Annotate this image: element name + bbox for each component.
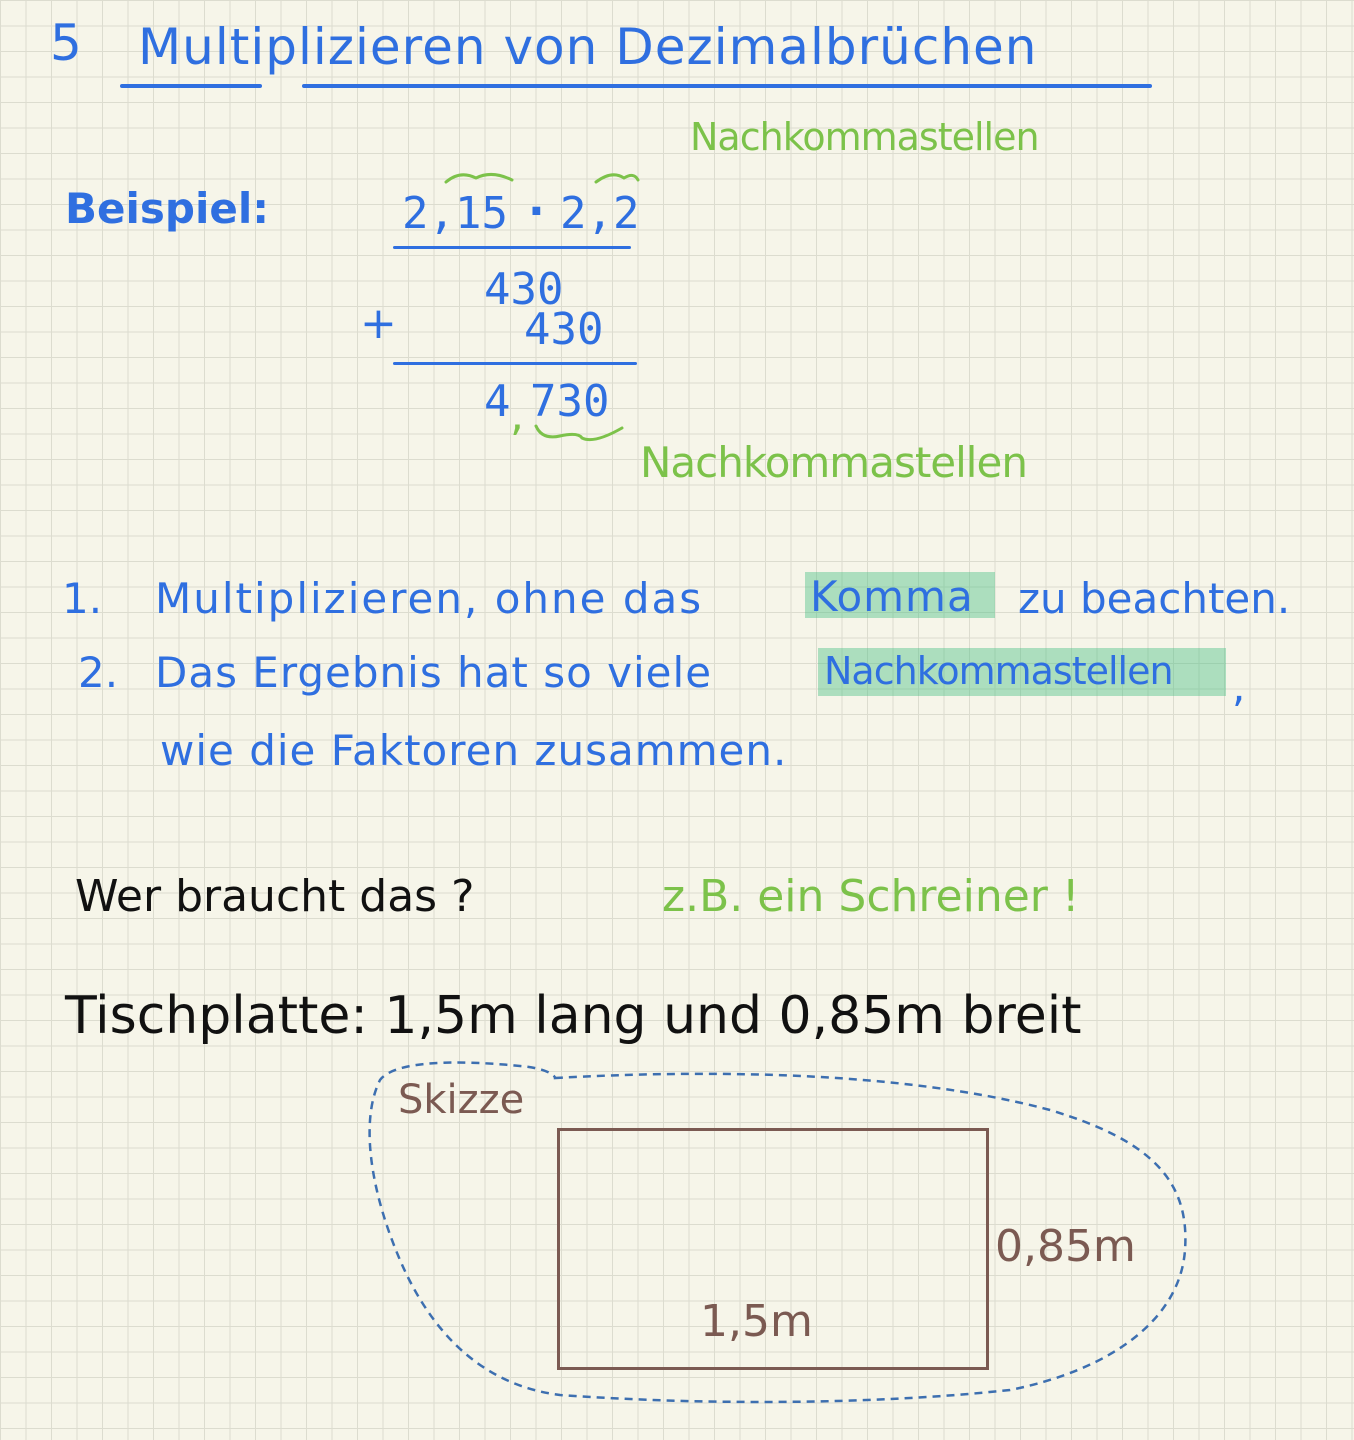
rule-1-text: Multiplizieren, ohne das [155,574,704,623]
question-answer: z.B. ein Schreiner ! [662,871,1080,922]
task-text: Tischplatte: 1,5m lang und 0,85m breit [65,986,1082,1046]
rule-2-text-cont: wie die Faktoren zusammen. [160,726,788,775]
sketch-label: Skizze [398,1077,525,1123]
result-comma: , [510,390,524,441]
tabletop-width-label: 0,85m [995,1221,1136,1272]
result-integer: 4 [484,376,511,427]
multiply-dot: · [528,186,545,237]
annotation-decimal-places-top: Nachkommastellen [690,115,1039,159]
page-title: Multiplizieren von Dezimalbrüchen [138,18,1038,76]
rule-2-comma: , [1232,662,1246,711]
title-number: 5 [50,14,82,72]
rule-1-text-end: zu beachten. [1018,574,1291,623]
rule-2-number: 2. [78,648,119,697]
rule-1-number: 1. [62,574,103,623]
rule-2-text: Das Ergebnis hat so viele [155,648,713,697]
rule-1-highlight-word: Komma [810,572,974,621]
question-text: Wer braucht das ? [75,871,475,922]
factor-1: 2,15 [402,188,508,239]
partial-product-1: 430 [484,264,564,315]
annotation-decimal-places-bottom: Nachkommastellen [640,438,1027,487]
plus-sign: + [360,298,397,349]
tabletop-length-label: 1,5m [700,1296,813,1347]
example-label: Beispiel: [65,184,270,233]
result-decimals: 730 [530,376,610,427]
factor-2: 2,2 [560,188,640,239]
partial-product-2: 430 [524,304,604,355]
rule-2-highlight-word: Nachkommastellen [824,649,1173,693]
